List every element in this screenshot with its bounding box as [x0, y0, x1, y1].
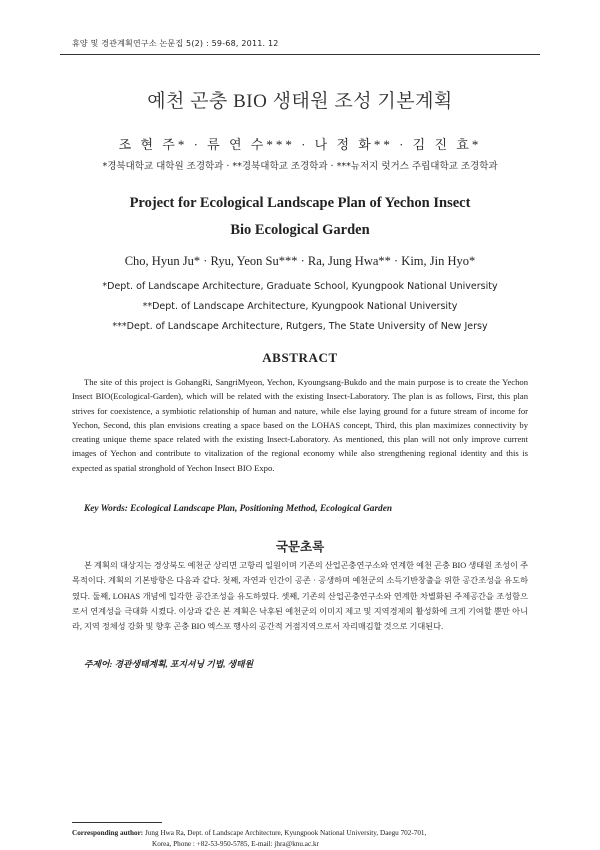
footnote-line-1 — [72, 828, 426, 839]
english-keywords: Key Words: Ecological Landscape Plan, Positioning Method, Ecological Garden — [84, 504, 393, 514]
korean-affiliations: *경북대학교 대학원 조경학과 · **경북대학교 조경학과 · ***뉴저지 럿거스 주립대학교 조경학과 — [102, 161, 498, 172]
footnote-text-1: Jung Hwa Ra, Dept. of Landscape Architecture, Kyungpook National University, Daegu 702-701, — [143, 829, 427, 837]
english-affiliations — [60, 277, 540, 337]
header-rule — [60, 54, 540, 55]
korean-abstract-paragraph: 본 계획의 대상지는 경상북도 예천군 상리면 고항리 일원이며 기존의 산업곤충연구소와 연계한 예천 곤충 BIO 생태원 조성이 주 목적이다. 계획의 기본방향은 다음과 같다. 첫째, 자연과 인간이 공존 · 공생하며 예천군의 소득기반창출을 위한 공간조성을 유도하였다. 둘째, LOHAS 개념에 입각한 공간조성을 유도하였다. 셋째, 기존의 산업곤충연구소와 연계한 차별화된 주제공간을 조성함으로서 연계성을 극대화 시켰다. 이상과 같은 본 계획은 낙후된 예천군의 이미지 제고 및 지역경제의 활성화에 크게 기여할 뿐만 아니라, 지역 정체성 강화 및 향후 곤충 BIO 엑스포 행사의 공간적 거점지역으로서 자리매김할 것으로 기대된다. — [72, 561, 528, 632]
corresponding-author-footnote — [72, 828, 426, 850]
english-title — [60, 190, 540, 244]
korean-authors: 조 현 주* · 류 연 수*** · 나 정 화** · 김 진 효* — [118, 137, 482, 152]
abstract-paragraph: The site of this project is GohangRi, SangriMyeon, Yechon, Kyoungsang-Bukdo and the main purpose is to create the Yechon Insect BIO(Ecological-Garden), which will be related with the existing Insect-Laboratory. The plan is as follows, First, this plan strives for coexistence, a symbiotic relationship of human and nature, while else laying ground for a future stream of income for Yechon, Second, this plan envisions creating a space based on the LOHAS concept, Third, this plan maximizes connectivity by creating unique theme space related with the existing Insect-Laboratory. As mentioned, this plan will not only improve current images of Yechon and contribute to vitalization of the regional economy while also strengthening regional identity and this is expected as spatial stronghold of Yechon Insect BIO Expo. — [72, 377, 528, 473]
abstract-heading: ABSTRACT — [262, 350, 338, 365]
footnote-rule — [72, 822, 162, 823]
affiliation-1: *Dept. of Landscape Architecture, Graduate School, Kyungpook National University — [102, 281, 498, 292]
footnote-label: Corresponding author: — [72, 829, 144, 837]
english-authors: Cho, Hyun Ju* · Ryu, Yeon Su*** · Ra, Jung Hwa** · Kim, Jin Hyo* — [124, 254, 476, 268]
affiliation-2: **Dept. of Landscape Architecture, Kyungpook National University — [142, 301, 458, 312]
affiliation-3: ***Dept. of Landscape Architecture, Rutgers, The State University of New Jersy — [112, 321, 488, 332]
running-header: 휴양 및 경관계획연구소 논문집 5(2) : 59-68, 2011. 12 — [72, 39, 279, 48]
english-title-line2: Bio Ecological Garden — [230, 222, 370, 238]
footnote-line-2: Korea, Phone : +82-53-950-5785, E-mail: jhra@knu.ac.kr — [152, 840, 319, 848]
english-title-line1: Project for Ecological Landscape Plan of Yechon Insect — [129, 195, 471, 211]
korean-abstract-heading: 국문초록 — [275, 539, 325, 554]
korean-abstract-body — [72, 558, 528, 634]
korean-title: 예천 곤충 BIO 생태원 조성 기본계획 — [147, 91, 453, 112]
korean-keywords: 주제어: 경관생태계획, 포지셔닝 기법, 생태원 — [84, 659, 254, 669]
abstract-body — [72, 375, 528, 475]
